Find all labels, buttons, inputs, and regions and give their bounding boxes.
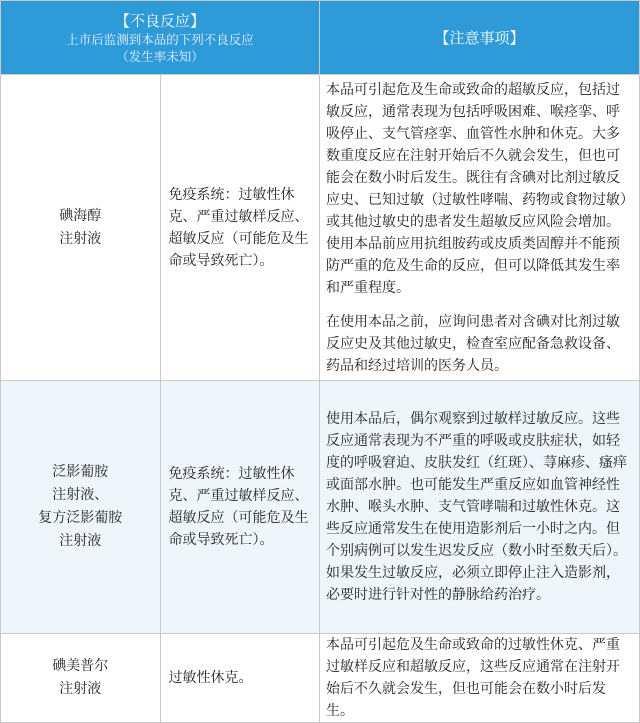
precautions-paragraph: 使用本品后，偶尔观察到过敏样过敏反应。这些反应通常表现为不严重的呼吸或皮肤症状，如轻度的呼吸窘迫、皮肤发红（红斑）、荨麻疹、瘙痒或面部水肿。也可能发生严重反应如血管神经性水肿、喉头水肿、支气管哮喘和过敏性休克。这些反应通常发生在使用造影剂后一小时之内。但个别病例可以发生迟发反应（数小时至数天后）。如果发生过敏反应，必须立即停止注入造影剂，必要时进行针对性的静脉给药治疗。 (326, 411, 627, 603)
drug-name-cell (1, 634, 161, 723)
drug-name-line: 复方泛影葡胺 (38, 510, 123, 526)
drug-name-line: 注射液 (59, 230, 102, 247)
reaction-cell: 免疫系统：过敏性休克、严重过敏样反应、超敏反应（可能危及生命或导致死亡）。 (160, 381, 320, 634)
header-adverse-reactions (1, 1, 320, 75)
drug-name-line: 碘美普尔 (52, 658, 109, 674)
reaction-cell: 免疫系统：过敏性休克、严重过敏样反应、超敏反应（可能危及生命或导致死亡）。 (160, 75, 320, 381)
precautions-cell (320, 381, 640, 634)
drug-name-cell (1, 75, 161, 381)
drug-name-line: 注射液 (59, 681, 102, 697)
reaction-cell: 过敏性休克。 (160, 634, 320, 723)
header-precautions (320, 1, 640, 75)
precautions-paragraph: 在使用本品之前，应询问患者对含碘对比剂过敏反应史及其他过敏史，检查室应配备急救设备、药品和经过培训的医务人员。 (326, 313, 620, 374)
table-row (1, 381, 640, 634)
drug-name-line: 泛影葡胺 (52, 464, 109, 480)
header-adverse-reactions-subtitle: 上市后监测到本品的下列不良反应 (66, 31, 254, 47)
precautions-cell (320, 75, 640, 381)
precautions-paragraph: 本品可引起危及生命或致命的超敏反应，包括过敏反应，通常表现为包括呼吸困难、喉痉挛、呼吸停止、支气管痉挛、血管性水肿和休克。大多数重度反应在注射开始后不久就会发生，但也可能会在数小时后发生。既往有含碘对比剂过敏反应史、已知过敏（过敏性哮喘、药物或食物过敏）或其他过敏史的患者发生超敏反应风险会增加。使用本品前应用抗组胺药或皮质类固醇并不能预防严重的危及生命的反应，但可以降低其发生率和严重程度。 (326, 81, 627, 296)
header-adverse-reactions-note: （发生率未知） (116, 48, 204, 64)
drug-name-cell (1, 381, 161, 634)
drug-name-line: 注射液 (59, 533, 102, 549)
precautions-paragraph: 本品可引起危及生命或致命的过敏性休克、严重过敏样反应和超敏反应，这些反应通常在注射开始后不久就会发生，但也可能会在数小时后发生。 (326, 637, 620, 719)
header-adverse-reactions-title: 【不良反应】 (114, 11, 205, 30)
precautions-cell (320, 634, 640, 723)
table-row (1, 634, 640, 723)
drug-name-line: 碘海醇 (59, 207, 102, 224)
table-header-row (1, 1, 640, 75)
table-row (1, 75, 640, 381)
drug-name-line: 注射液、 (52, 487, 109, 503)
header-precautions-title: 【注意事项】 (434, 28, 525, 47)
